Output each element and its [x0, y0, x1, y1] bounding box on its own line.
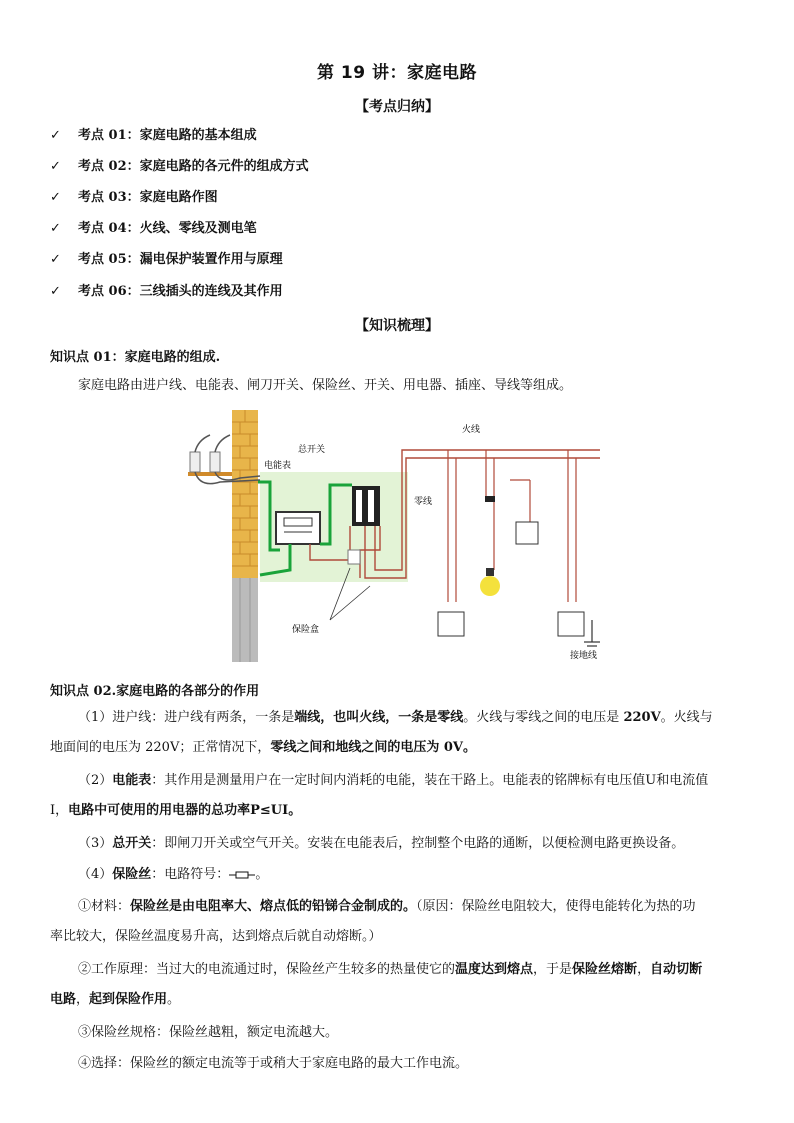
page-title: 第 19 讲：家庭电路: [317, 63, 477, 83]
bold-text: 保险丝熔断: [572, 962, 638, 977]
lamp-icon: [480, 496, 500, 596]
electric-meter: [276, 512, 320, 544]
text: 率比较大，保险丝温度易升高，达到熔点后就自动熔断。）: [50, 929, 382, 944]
key-point-label: 考点 05：: [78, 252, 140, 267]
two-pin-socket-icon: [438, 612, 464, 636]
checkmark-icon: ✓: [50, 190, 61, 205]
checkmark-icon: ✓: [50, 159, 61, 174]
key-point-item: [50, 157, 309, 177]
text: ：即闸刀开关或空气开关。安装在电能表后，控制整个电路的通断，以便检测电路更换设备。: [151, 836, 685, 851]
bold-text: 电路: [50, 992, 77, 1007]
key-point-item: [50, 126, 257, 146]
bold-text: 温度达到熔点: [455, 962, 534, 977]
checkmark-icon: ✓: [50, 221, 61, 236]
text: ，: [637, 962, 651, 977]
bold-text: 电能表: [112, 773, 152, 788]
text: I，: [50, 803, 69, 818]
text: ：其作用是测量用户在一定时间内消耗的电能，装在干路上。电能表的铭牌标有电压值U和电流值: [151, 773, 709, 788]
label-ground-wire: 接地线: [570, 651, 598, 661]
text: ②工作原理：当过大的电流通过时，保险丝产生较多的热量使它的: [78, 962, 456, 977]
knowledge-heading-02: 知识点 02.家庭电路的各部分的作用: [50, 684, 260, 699]
section-heading-knowledge: 【知识梳理】: [355, 318, 439, 334]
three-pin-socket-icon: [558, 612, 584, 636]
bold-text: 端线，也叫火线，一条是零线: [294, 710, 464, 725]
key-point-label: 考点 06：: [78, 284, 140, 299]
fuse-symbol-icon: [229, 870, 255, 880]
bold-text: 零线之间和地线之间的电压为 0V。: [270, 740, 477, 755]
household-circuit-diagram: [180, 410, 610, 662]
fuse-box-icon: [348, 550, 360, 564]
text: 地面间的电压为 220V；正常情况下，: [50, 740, 271, 755]
text: 。: [167, 992, 181, 1007]
paragraph-main-switch: [50, 829, 750, 859]
label-fuse-box: 保险盒: [292, 625, 320, 635]
key-point-label: 考点 04：: [78, 221, 140, 236]
text: （1）进户线：进户线有两条，一条是: [78, 710, 295, 725]
knowledge-heading-01: 知识点 01：家庭电路的组成.: [50, 350, 221, 365]
key-point-label: 考点 01：: [78, 128, 140, 143]
paragraph-fuse-principle: [50, 955, 750, 1015]
key-point-item: [50, 188, 218, 208]
key-point-text: 火线、零线及测电笔: [139, 221, 257, 236]
paragraph-incoming-line: [50, 703, 750, 763]
key-point-label: 考点 02：: [78, 159, 140, 174]
bold-text: 自动切断: [650, 962, 703, 977]
checkmark-icon: ✓: [50, 128, 61, 143]
key-point-text: 家庭电路的基本组成: [139, 128, 257, 143]
bold-text: 总开关: [112, 836, 152, 851]
key-point-text: 家庭电路作图: [139, 190, 218, 205]
paragraph-fuse-selection: ④选择：保险丝的额定电流等于或稍大于家庭电路的最大工作电流。: [78, 1056, 469, 1071]
text: ：电路符号：: [151, 867, 230, 882]
main-switch: [352, 486, 380, 526]
text: 。: [255, 867, 269, 882]
text: （原因：保险丝电阻较大，使得电能转化为热的功: [416, 899, 696, 914]
section-heading-key-points: 【考点归纳】: [355, 99, 439, 115]
knowledge-text-01: 家庭电路由进户线、电能表、闸刀开关、保险丝、开关、用电器、插座、导线等组成。: [78, 378, 573, 393]
text: （2）: [78, 773, 113, 788]
label-live-wire: 火线: [462, 425, 481, 435]
key-point-text: 家庭电路的各元件的组成方式: [139, 159, 309, 174]
key-point-text: 漏电保护装置作用与原理: [139, 252, 283, 267]
paragraph-meter: [50, 766, 750, 826]
text: 。火线与: [660, 710, 713, 725]
bold-text: 电路中可使用的用电器的总功率P≤UI。: [68, 803, 302, 818]
text: （4）: [78, 867, 113, 882]
label-main-switch: 总开关: [298, 445, 326, 455]
text: 。火线与零线之间的电压是: [463, 710, 624, 725]
wall-switch-icon: [516, 522, 538, 544]
label-neutral-wire: 零线: [414, 497, 433, 507]
key-point-text: 三线插头的连线及其作用: [139, 284, 283, 299]
key-point-item: [50, 250, 283, 270]
ground-icon: [584, 620, 600, 646]
label-meter: 电能表: [264, 461, 292, 471]
paragraph-fuse-material: [50, 892, 750, 952]
text: ，: [76, 992, 90, 1007]
text: ，于是: [533, 962, 573, 977]
checkmark-icon: ✓: [50, 284, 61, 299]
key-point-item: [50, 282, 283, 302]
key-point-label: 考点 03：: [78, 190, 140, 205]
paragraph-fuse-spec: ③保险丝规格：保险丝越粗，额定电流越大。: [78, 1025, 339, 1040]
brick-wall: [232, 410, 258, 662]
key-point-item: [50, 219, 257, 239]
checkmark-icon: ✓: [50, 252, 61, 267]
bold-text: 保险丝: [112, 867, 152, 882]
bold-text: 保险丝是由电阻率大、熔点低的铅锑合金制成的。: [130, 899, 417, 914]
text: （3）: [78, 836, 113, 851]
paragraph-fuse: [50, 860, 750, 890]
text: ①材料：: [78, 899, 131, 914]
bold-text: 220V: [623, 710, 661, 725]
bold-text: 起到保险作用: [89, 992, 168, 1007]
